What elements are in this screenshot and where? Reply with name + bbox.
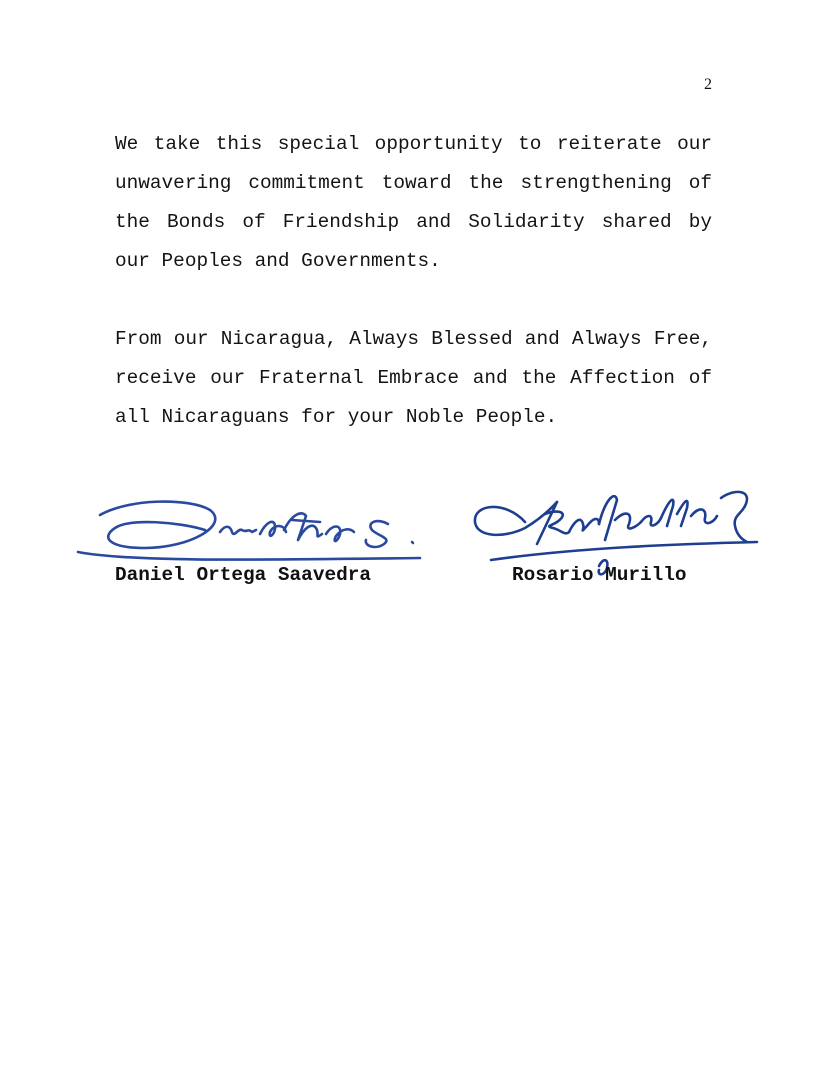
paragraph-fraternal-embrace: From our Nicaragua, Always Blessed and Always Free, receive our Fraternal Embrace and the Affection of all Nicaraguans for your Noble People. (115, 328, 712, 428)
signer-name-left: Daniel Ortega Saavedra (115, 564, 371, 586)
page-number: 2 (704, 76, 712, 93)
paragraph-reiterate-commitment: We take this special opportunity to reiterate our unwavering commitment toward the strengthening of the Bonds of Friendship and Solidarity shared by our Peoples and Governments. (115, 133, 712, 272)
signer-name-right: Rosario Murillo (512, 564, 687, 586)
signature-left-drawing (70, 470, 430, 570)
